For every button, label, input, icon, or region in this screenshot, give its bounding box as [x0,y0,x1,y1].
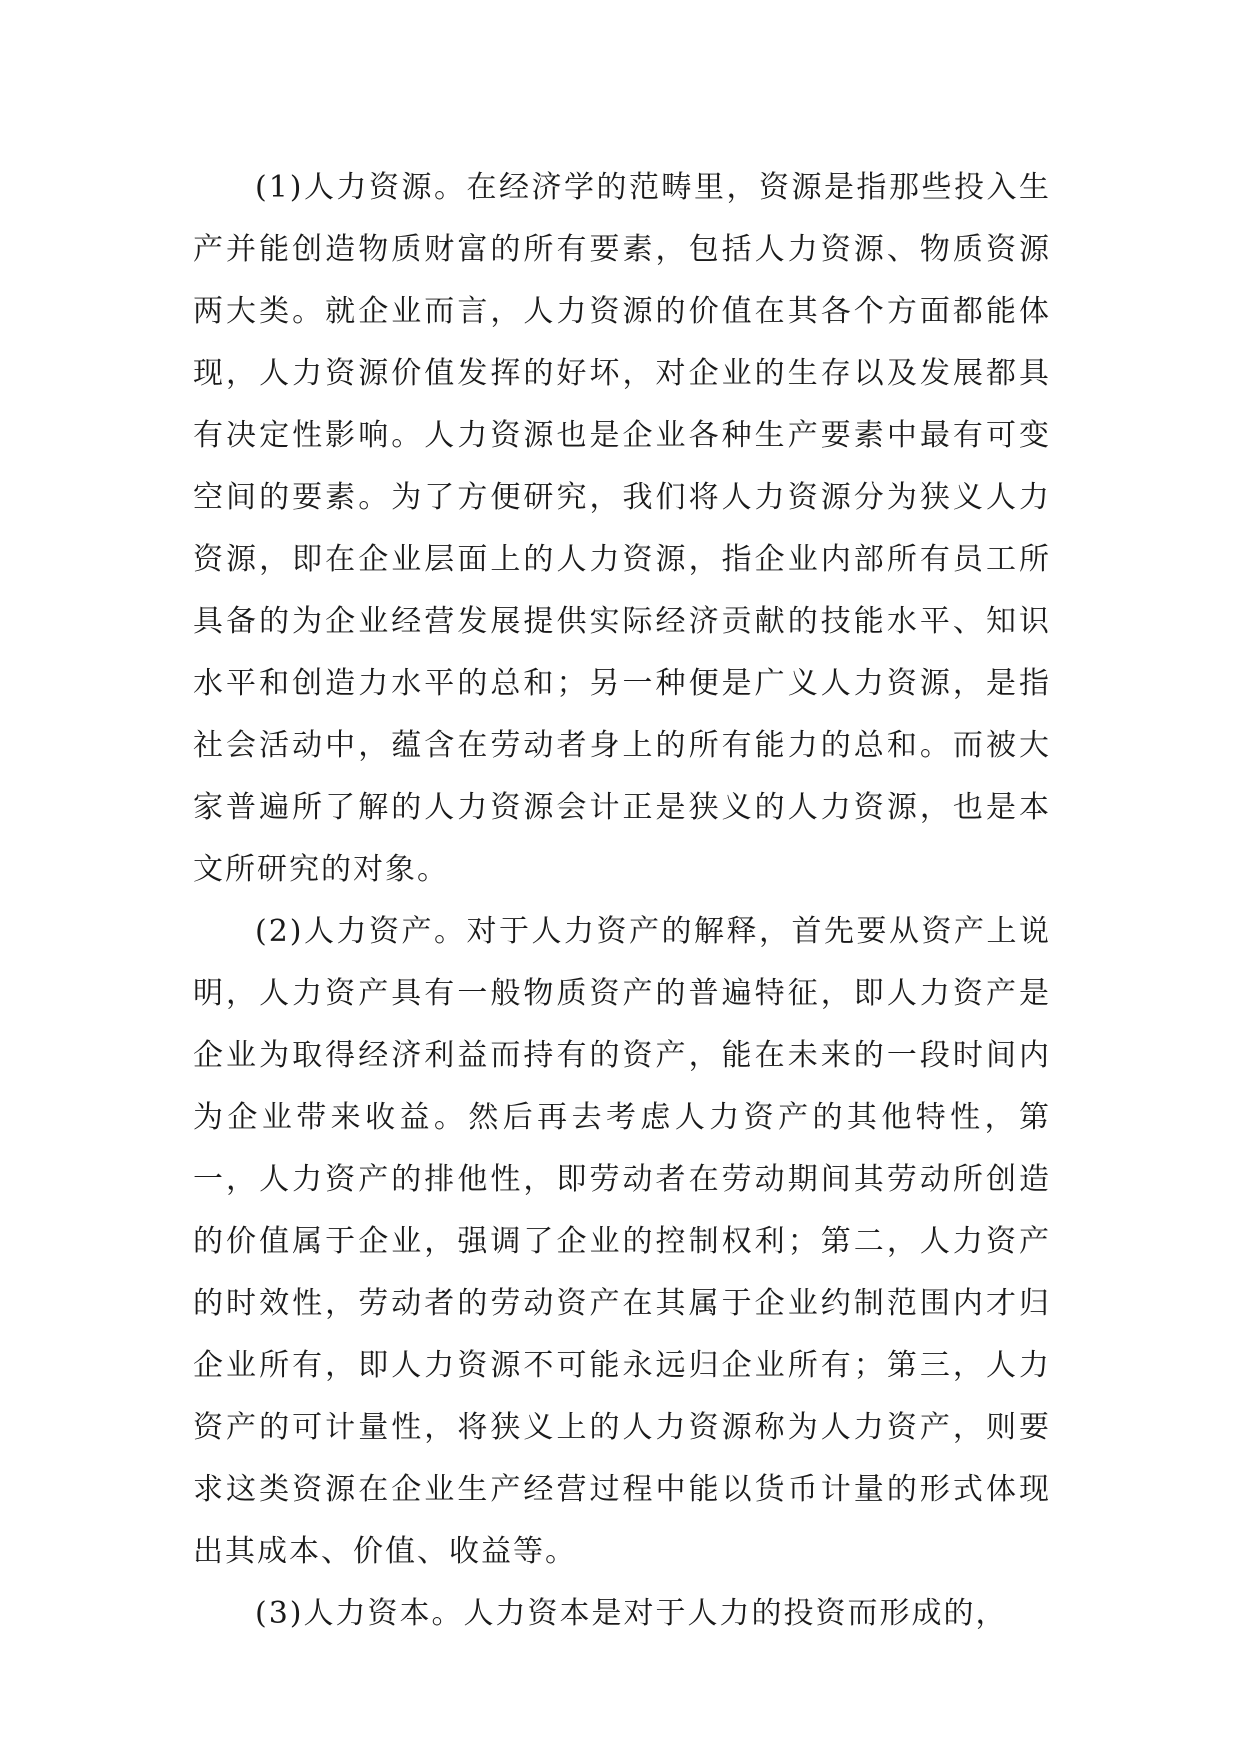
paragraph-human-resources: (1)人力资源。在经济学的范畴里，资源是指那些投入生产并能创造物质财富的所有要素，包括人力资源、物质资源两大类。就企业而言，人力资源的价值在其各个方面都能体现，人力资源价值发挥的好坏，对企业的生存以及发展都具有决定性影响。人力资源也是企业各种生产要素中最有可变空间的要素。为了方便研究，我们将人力资源分为狭义人力资源，即在企业层面上的人力资源，指企业内部所有员工所具备的为企业经营发展提供实际经济贡献的技能水平、知识水平和创造力水平的总和；另一种便是广义人力资源，是指社会活动中，蕴含在劳动者身上的所有能力的总和。而被大家普遍所了解的人力资源会计正是狭义的人力资源，也是本文所研究的对象。 [193,170,1051,887]
paragraph-human-capital: (3)人力资本。人力资本是对于人力的投资而形成的， [255,1596,1008,1631]
body-text [193,157,1051,1645]
paragraph-human-assets: (2)人力资产。对于人力资产的解释，首先要从资产上说明，人力资产具有一般物质资产的普遍特征，即人力资产是企业为取得经济利益而持有的资产，能在未来的一段时间内为企业带来收益。然后再去考虑人力资产的其他特性，第一，人力资产的排他性，即劳动者在劳动期间其劳动所创造的价值属于企业，强调了企业的控制权利；第二，人力资产的时效性，劳动者的劳动资产在其属于企业约制范围内才归企业所有，即人力资源不可能永远归企业所有；第三，人力资产的可计量性，将狭义上的人力资源称为人力资产，则要求这类资源在企业生产经营过程中能以货币计量的形式体现出其成本、价值、收益等。 [193,914,1051,1569]
